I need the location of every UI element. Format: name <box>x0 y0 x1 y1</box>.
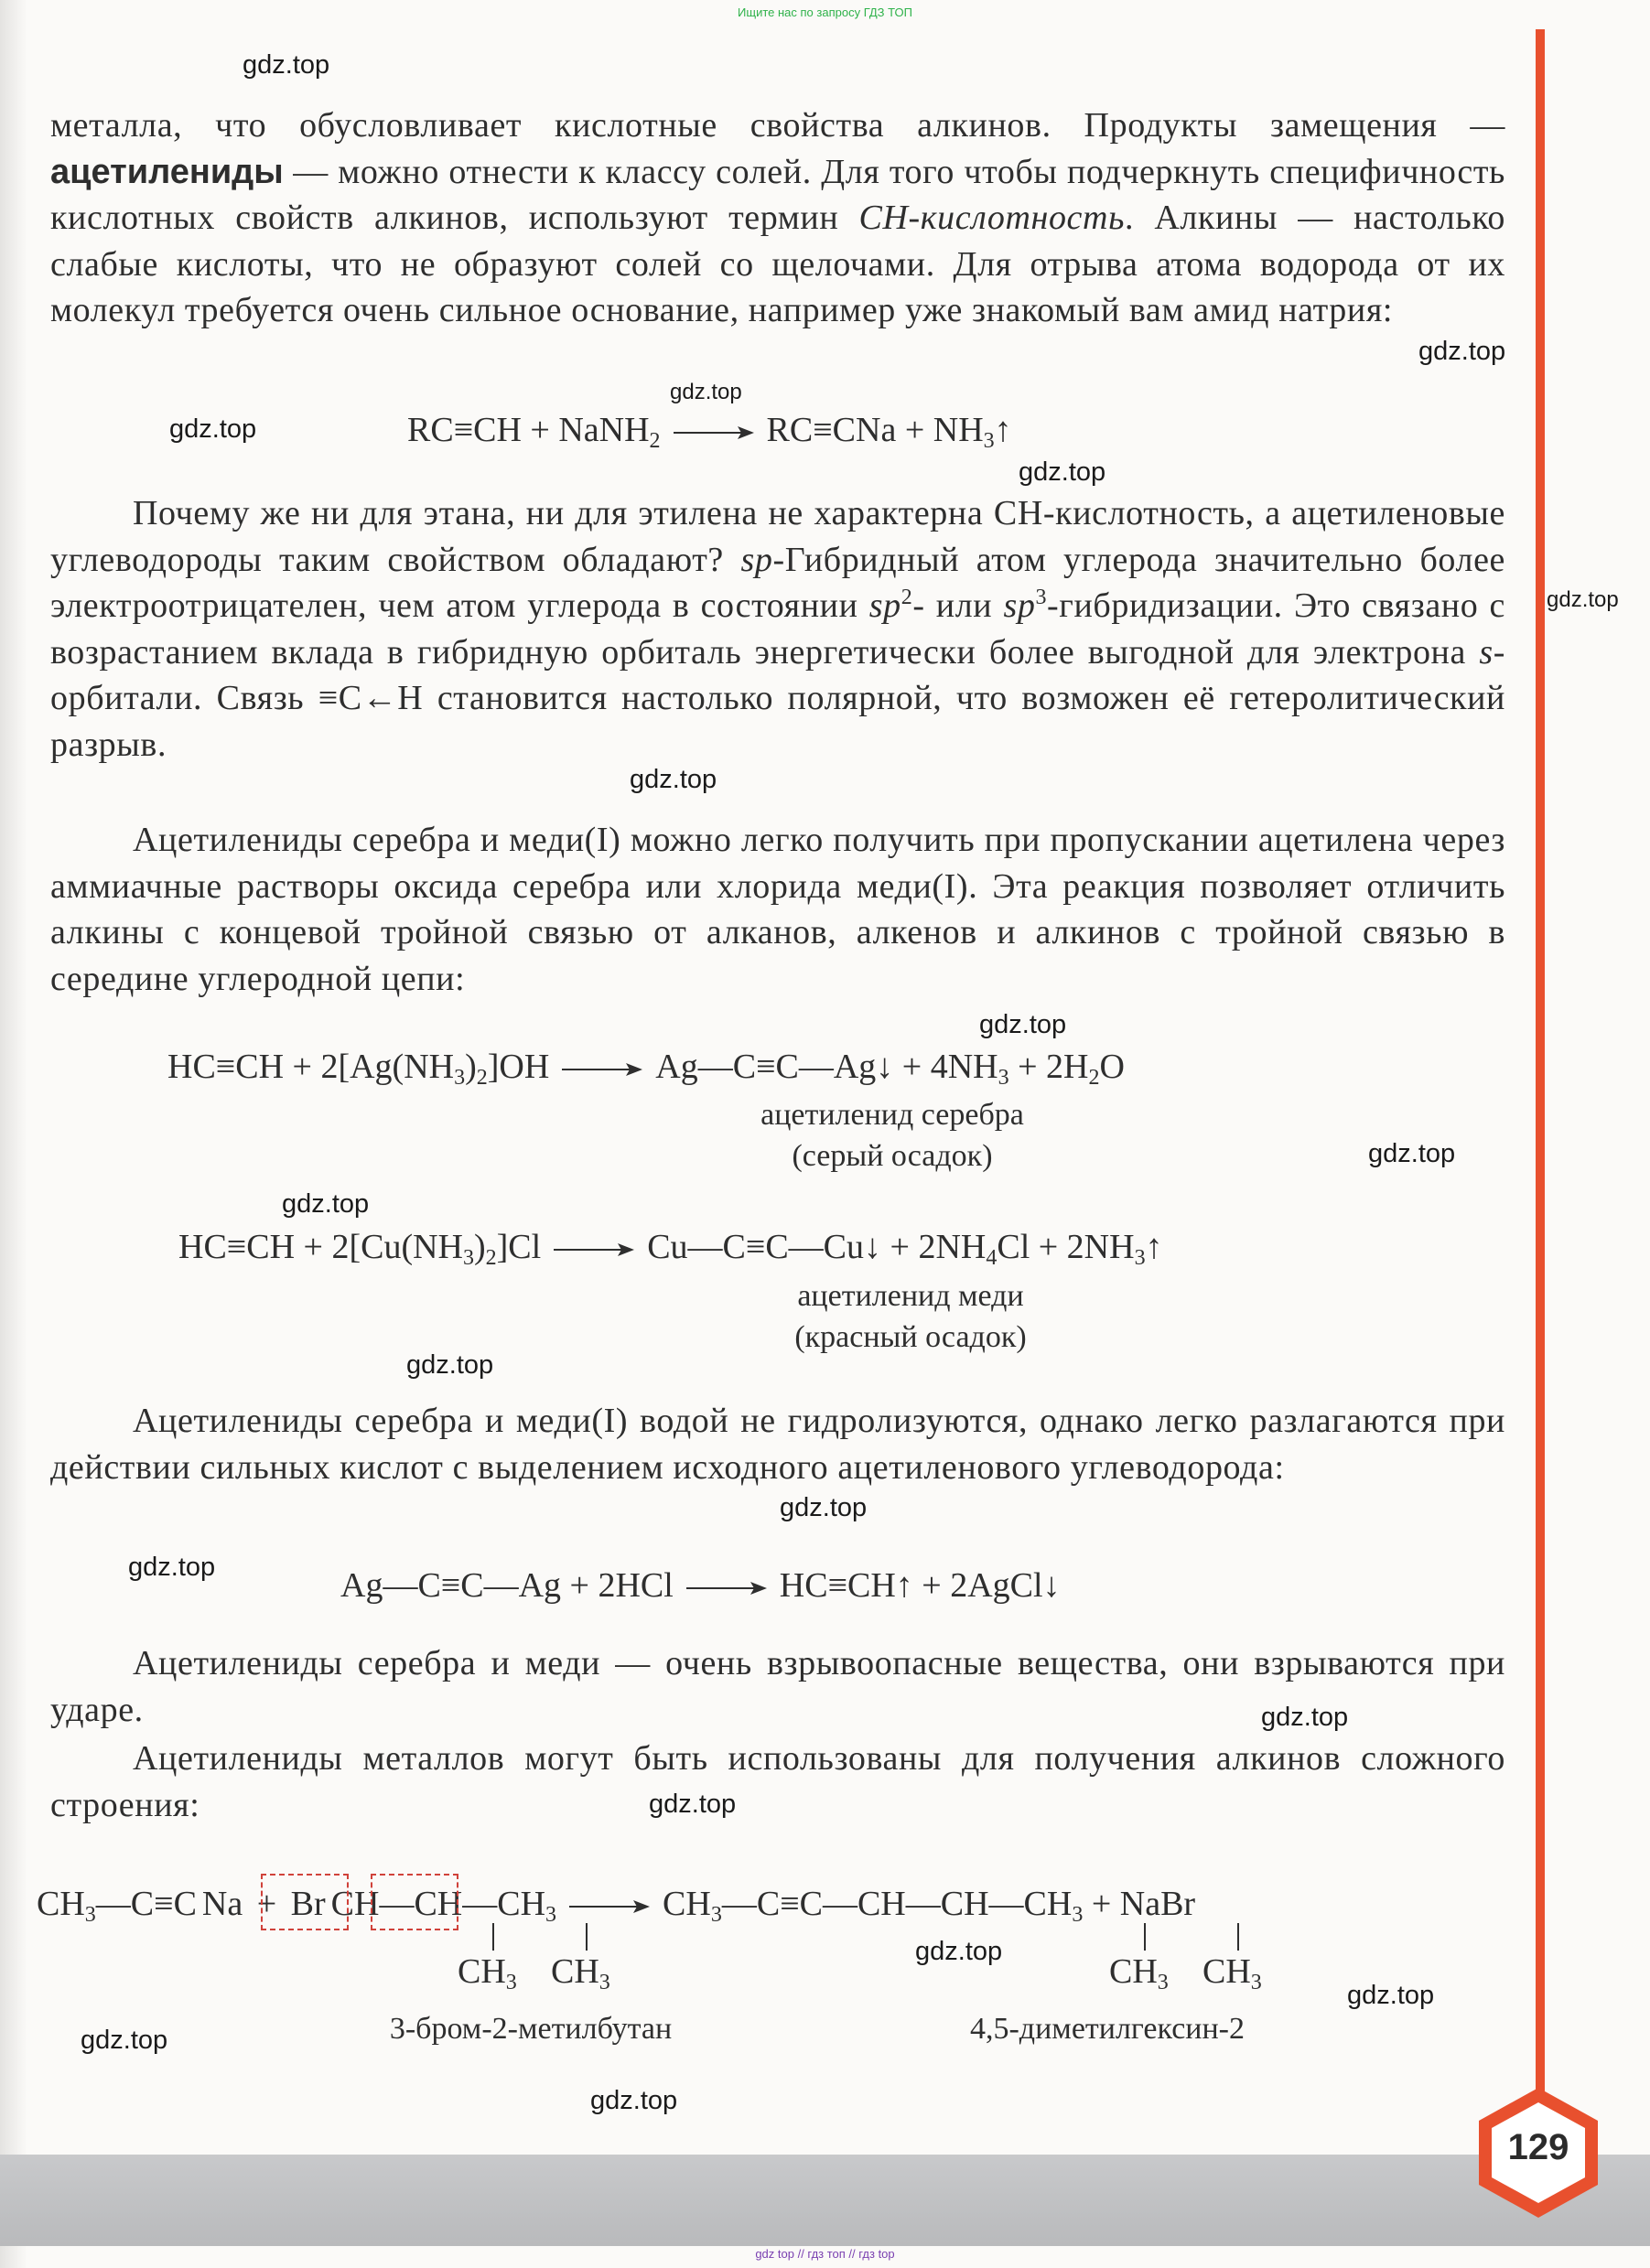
watermark: gdz.top <box>406 1350 494 1380</box>
margin-rail <box>1536 29 1545 2124</box>
equation-4 <box>340 1564 1061 1607</box>
p2-sp2: sp <box>868 586 901 625</box>
methyl-group <box>1109 1951 1169 1993</box>
eq4-right: HC≡CH↑ + 2AgCl↓ <box>779 1566 1061 1605</box>
eq2-b2: + 2H <box>1008 1048 1089 1086</box>
eq3-a-sub: 3 <box>462 1246 474 1270</box>
eq5-ch: CH <box>551 1952 599 1991</box>
watermark: gdz.top <box>81 2026 168 2055</box>
reaction-arrow-icon <box>670 424 758 442</box>
p2-sp: sp <box>740 540 773 579</box>
p2-text-1: Почему же ни для этана, ни для этилена не характерна CH-кислотность, а ацетиленовые углеводороды таким свойством обладают? <box>50 494 1505 579</box>
watermark: gdz.top <box>1368 1139 1456 1168</box>
methyl-group <box>551 1951 610 1993</box>
p2-s: s <box>1479 632 1494 672</box>
reaction-arrow-icon <box>683 1579 771 1597</box>
paragraph-4: Ацетилениды серебра и меди(I) водой не гидролизуются, однако легко разлагаются при действии сильных кислот с выделением исходного ацетиленового углеводорода: <box>50 1402 1505 1487</box>
watermark: gdz.top <box>1019 457 1106 487</box>
methyl-group <box>458 1951 517 1993</box>
eq3-a2-sub: 2 <box>485 1246 497 1270</box>
watermark: gdz.top <box>128 1553 216 1582</box>
p1-text-1: металла, что обусловливает кислотные свойства алкинов. Продукты замещения — <box>50 106 1505 145</box>
watermark: gdz.top <box>282 1189 370 1219</box>
p2-text-5: -орбитали. Связь ≡C←H становится настолько полярной, что возможен её гетеролитический разрыв. <box>50 632 1505 764</box>
eq3-caption-1: ацетиленид меди <box>797 1279 1024 1313</box>
eq1-right-sub: 3 <box>983 429 995 453</box>
paragraph-2 <box>50 490 1505 768</box>
reaction-arrow-icon <box>566 1897 653 1916</box>
paragraph-6: Ацетилениды металлов могут быть использованы для получения алкинов сложного строения: <box>50 1739 1505 1824</box>
watermark: gdz.top <box>1418 337 1506 366</box>
equation-3 <box>178 1226 1163 1268</box>
eq5-sub: 3 <box>505 1971 517 1994</box>
eq3-b2: Cl + 2NH <box>997 1228 1135 1266</box>
p1-text-2: — можно отнести к классу солей. Для того чтобы подчеркнуть специфичность кислотных свойств алкинов, используют термин <box>50 152 1505 237</box>
eq5-ch: CH <box>1202 1952 1251 1991</box>
eq5-ch: CH <box>37 1885 85 1923</box>
eq3-b-sub: 4 <box>986 1246 998 1270</box>
eq5-r-end: + NaBr <box>1083 1885 1196 1923</box>
page-edge-shadow <box>0 0 27 2268</box>
eq5-sub: 3 <box>710 1903 722 1927</box>
footer-band <box>0 2155 1650 2246</box>
dashed-cut-box <box>371 1874 458 1930</box>
reaction-arrow-icon <box>550 1241 638 1259</box>
p2-sp3: sp <box>1003 586 1036 625</box>
term-acetylenides: ацетилениды <box>50 152 284 191</box>
watermark: gdz.top <box>1261 1703 1349 1732</box>
watermark: gdz.top <box>590 2086 678 2115</box>
eq2-a2: ) <box>465 1048 477 1086</box>
eq5-sub: 3 <box>545 1903 557 1927</box>
equation-1 <box>407 409 1012 451</box>
eq5-l2: CH—CH—CH <box>330 1885 546 1923</box>
eq1-right-end: ↑ <box>994 411 1012 449</box>
name-3-bromo-2-methylbutane: 3-бром-2-метилбутан <box>389 2012 673 2046</box>
watermark: gdz.top <box>915 1937 1003 1966</box>
p2-sup2: 2 <box>900 586 913 609</box>
eq1-left: RC≡CH + NaNH <box>407 411 650 449</box>
eq5-na: Na <box>201 1885 243 1923</box>
term-ch-acidity: CH-кислотность <box>858 199 1125 237</box>
eq2-caption-1: ацетиленид серебра <box>760 1098 1024 1132</box>
page-number: 129 <box>1507 2127 1569 2167</box>
watermark: gdz.top <box>780 1493 868 1522</box>
watermark: gdz.top <box>169 414 257 444</box>
equation-2 <box>167 1046 1125 1088</box>
eq2-a3: ]OH <box>487 1048 550 1086</box>
eq5-sub: 3 <box>1250 1971 1262 1994</box>
eq2-b-sub: 3 <box>998 1066 1009 1090</box>
eq2-caption-2: (серый осадок) <box>792 1139 993 1173</box>
watermark: gdz.top <box>979 1010 1067 1039</box>
p1-text-3: . Алкины — настолько слабые кислоты, что не образуют солей со щелочами. Для отрыва атома водорода от их молекул требуется очень сильное основание, например уже знакомый вам амид натрия: <box>50 199 1505 329</box>
methyl-bond <box>492 1923 494 1951</box>
eq5-ch: CH <box>663 1885 711 1923</box>
p2-text-4: -гибридизации. Это связано с возрастанием вклада в гибридную орбиталь энергетически более выгодной для электрона <box>50 586 1505 672</box>
eq3-a2: ) <box>473 1228 486 1266</box>
eq2-a2-sub: 2 <box>476 1066 488 1090</box>
header-note: Ищите нас по запросу ГДЗ ТОП <box>738 5 912 19</box>
eq3-a3: ]Cl <box>496 1228 542 1266</box>
eq2-a: HC≡CH + 2[Ag(NH <box>167 1048 455 1086</box>
paragraph-1 <box>50 102 1505 334</box>
footer-note: gdz top // гдз топ // гдз top <box>755 2247 895 2261</box>
eq4-left: Ag—C≡C—Ag + 2HCl <box>340 1566 674 1605</box>
methyl-bond <box>586 1923 588 1951</box>
paragraph-3: Ацетилениды серебра и меди(I) можно легко получить при пропускании ацетилена через аммиачные растворы оксида серебра или хлорида меди(I). Эта реакция позволяет отличить алкины с концевой тройной связью от алканов, алкенов и алкинов с тройной связью в середине углеродной цепи: <box>50 821 1505 998</box>
watermark: gdz.top <box>1547 587 1619 612</box>
dashed-cut-box <box>261 1874 349 1930</box>
eq1-right: RC≡CNa + NH <box>766 411 984 449</box>
eq2-b: Ag—C≡C—Ag↓ + 4NH <box>655 1048 998 1086</box>
eq3-b3: ↑ <box>1145 1228 1163 1266</box>
name-4-5-dimethylhexyne-2: 4,5-диметилгексин-2 <box>969 2012 1245 2046</box>
watermark: gdz.top <box>649 1790 737 1819</box>
eq5-sub: 3 <box>1072 1903 1084 1927</box>
methyl-group <box>1202 1951 1262 1993</box>
methyl-bond <box>1144 1923 1146 1951</box>
eq3-b2-sub: 3 <box>1134 1246 1146 1270</box>
methyl-bond <box>1237 1923 1239 1951</box>
eq5-sub: 3 <box>1157 1971 1169 1994</box>
eq2-b2-sub: 2 <box>1088 1066 1100 1090</box>
p2-text-2: -Гибридный атом углерода значительно более электроотрицателен, чем атом углерода в состоянии <box>50 540 1505 625</box>
watermark: gdz.top <box>1347 1981 1435 2010</box>
equation-5 <box>37 1883 1195 1925</box>
eq3-b: Cu—C≡C—Cu↓ + 2NH <box>647 1228 987 1266</box>
reaction-arrow-icon <box>558 1060 646 1079</box>
eq2-a-sub: 3 <box>454 1066 466 1090</box>
paragraph-5: Ацетилениды серебра и меди — очень взрывоопасные вещества, они взрываются при ударе. <box>50 1644 1505 1729</box>
eq5-l1: —C≡C <box>95 1885 197 1923</box>
p2-text-3: - или <box>912 586 1004 625</box>
eq5-plus: + <box>248 1885 286 1923</box>
watermark: gdz.top <box>630 765 717 794</box>
eq3-caption-2: (красный осадок) <box>794 1320 1027 1354</box>
eq5-sub: 3 <box>84 1903 96 1927</box>
eq2-b3: O <box>1099 1048 1125 1086</box>
eq5-sub: 3 <box>599 1971 610 1994</box>
watermark: gdz.top <box>243 50 330 80</box>
eq5-ch: CH <box>458 1952 506 1991</box>
p2-sup3: 3 <box>1035 586 1048 609</box>
eq5-r1: —C≡C—CH—CH—CH <box>721 1885 1073 1923</box>
eq3-a: HC≡CH + 2[Cu(NH <box>178 1228 463 1266</box>
eq5-br: Br <box>290 1885 326 1923</box>
eq1-left-sub: 2 <box>649 429 661 453</box>
eq5-ch: CH <box>1109 1952 1158 1991</box>
watermark: gdz.top <box>670 380 742 404</box>
